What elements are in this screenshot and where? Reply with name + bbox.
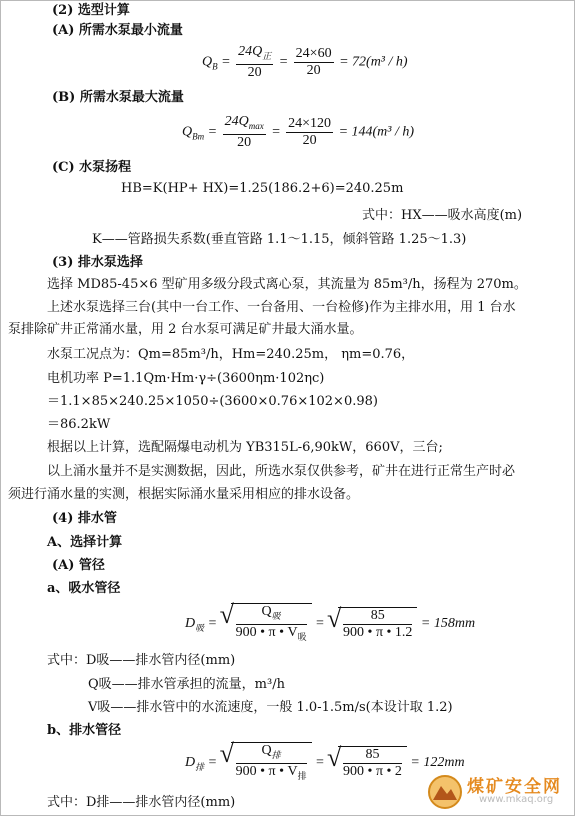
equation-max-flow: $Q_{Bm}$ = $\frac{24Q_{max}}{20}$ = $\frac{24\times 120}{20}$ = 144(m³ / h) bbox=[182, 114, 415, 150]
equation-suction-diameter: $D_吸$ = √ $\frac{Q_吸}{900 • \pi • V_吸}$ = √ $\frac{85}{900 • \pi • 1.2}$ = 158mm bbox=[185, 603, 475, 645]
equation-min-flow: $Q_B$ = $\frac{24Q_正}{20}$ = $\frac{24\times 60}{20}$ = 72(m³ / h) bbox=[202, 44, 408, 80]
definition-line: Q吸——排水管承担的流量，m³/h bbox=[88, 677, 285, 692]
paragraph-line: 泵排除矿井正常涌水量，用 2 台水泵可满足矿井最大涌水量。 bbox=[8, 322, 363, 337]
paragraph-line: 须进行涌水量的实测，根据实际涌水量采用相应的排水设备。 bbox=[8, 487, 360, 502]
subsection-heading: A、选择计算 bbox=[47, 535, 123, 550]
subsection-heading: b、排水管径 bbox=[47, 723, 122, 738]
paragraph-line: 电机功率 P=1.1Qm·Hm·γ÷(3600ηm·102ηc) bbox=[47, 371, 325, 386]
subsection-heading: (B) 所需水泵最大流量 bbox=[52, 90, 184, 105]
definition-line: 式中：D排——排水管内径(mm) bbox=[47, 795, 236, 810]
subsection-heading: (A) 管径 bbox=[52, 558, 105, 573]
section-heading: (3) 排水泵选择 bbox=[52, 255, 143, 270]
subsection-heading: a、吸水管径 bbox=[47, 581, 121, 596]
head-equation: HB=K(HP+ HX)=1.25(186.2+6)=240.25m bbox=[121, 181, 404, 196]
section-heading: (2) 选型计算 bbox=[52, 3, 130, 18]
watermark-logo bbox=[427, 772, 567, 812]
definition-line: 式中：D吸——排水管内径(mm) bbox=[47, 653, 236, 668]
paragraph-line: 选择 MD85-45×6 型矿用多级分段式离心泵，其流量为 85m³/h，扬程为 270m。 bbox=[47, 277, 527, 292]
equation-discharge-diameter: $D_排$ = √ $\frac{Q_排}{900 • \pi • V_排}$ = √ $\frac{85}{900 • \pi • 2}$ = 122mm bbox=[185, 742, 465, 784]
paragraph-line: 根据以上计算，选配隔爆电动机为 YB315L-6,90kW，660V，三台; bbox=[47, 440, 443, 455]
paragraph-line: 水泵工况点为：Qm=85m³/h，Hm=240.25m， ηm=0.76， bbox=[47, 347, 415, 362]
paragraph-line: 上述水泵选择三台(其中一台工作、一台备用、一台检修)作为主排水用，用 1 台水 bbox=[47, 300, 516, 315]
paragraph-line: ＝1.1×85×240.25×1050÷(3600×0.76×102×0.98) bbox=[47, 394, 378, 409]
section-heading: (4) 排水管 bbox=[52, 511, 117, 526]
note-line: K——管路损失系数(垂直管路 1.1～1.15，倾斜管路 1.25～1.3) bbox=[92, 232, 467, 247]
paragraph-line: 以上涌水量并不是实测数据，因此，所选水泵仅供参考，矿井在进行正常生产时必 bbox=[47, 464, 516, 479]
definition-line: V吸——排水管中的水流速度，一般 1.0-1.5m/s(本设计取 1.2) bbox=[88, 700, 453, 715]
subsection-heading: (C) 水泵扬程 bbox=[52, 160, 132, 175]
note-line: 式中：HX——吸水高度(m) bbox=[362, 208, 523, 223]
paragraph-line: ＝86.2kW bbox=[47, 417, 111, 432]
watermark-url: www.mkaq.org bbox=[479, 794, 554, 805]
subsection-heading: (A) 所需水泵最小流量 bbox=[52, 23, 183, 38]
watermark-text: 煤矿安全网 bbox=[467, 777, 562, 797]
mine-safety-logo-icon bbox=[427, 774, 463, 810]
